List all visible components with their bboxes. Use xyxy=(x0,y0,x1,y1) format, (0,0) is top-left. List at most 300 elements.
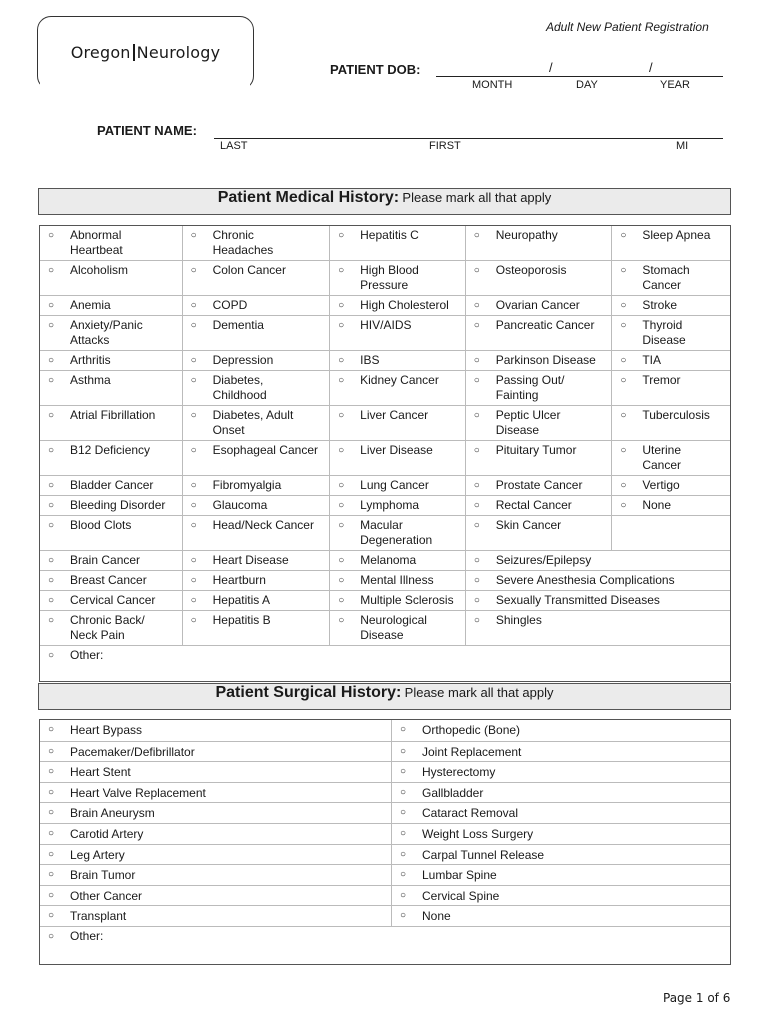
surgical-procedure-option[interactable] xyxy=(40,824,391,844)
medical-condition-option[interactable] xyxy=(182,406,330,440)
option-label: Stomach xyxy=(642,263,690,277)
surgical-procedure-option[interactable] xyxy=(391,762,730,782)
checkbox-circle-icon[interactable]: ○ xyxy=(620,320,627,331)
logo-text-right: Neurology xyxy=(136,43,221,62)
medical-condition-option[interactable] xyxy=(465,551,730,570)
checkbox-circle-icon[interactable]: ○ xyxy=(338,595,345,606)
checkbox-circle-icon[interactable]: ○ xyxy=(48,848,55,860)
checkbox-circle-icon[interactable]: ○ xyxy=(190,520,197,531)
checkbox-circle-icon[interactable]: ○ xyxy=(48,827,55,839)
option-label: Fibromyalgia xyxy=(212,478,282,492)
medical-condition-option[interactable] xyxy=(329,316,465,350)
option-label: Pressure xyxy=(360,278,409,292)
checkbox-circle-icon[interactable]: ○ xyxy=(48,766,55,778)
medical-condition-option[interactable] xyxy=(611,496,730,515)
medical-condition-option[interactable] xyxy=(40,351,182,370)
medical-other-row[interactable] xyxy=(40,645,730,681)
surgical-procedure-option[interactable] xyxy=(40,762,391,782)
medical-condition-option[interactable] xyxy=(465,496,612,515)
medical-condition-option[interactable] xyxy=(329,496,465,515)
medical-condition-option[interactable] xyxy=(329,406,465,440)
medical-condition-option[interactable] xyxy=(329,476,465,495)
option-label: Orthopedic (Bone) xyxy=(421,723,521,737)
checkbox-circle-icon[interactable]: ○ xyxy=(48,889,55,901)
checkbox-circle-icon[interactable]: ○ xyxy=(190,595,197,606)
checkbox-circle-icon[interactable]: ○ xyxy=(620,500,627,511)
surgical-procedure-option[interactable] xyxy=(391,720,730,741)
option-label: Liver Disease xyxy=(360,443,433,457)
checkbox-circle-icon[interactable]: ○ xyxy=(48,615,55,626)
checkbox-circle-icon[interactable]: ○ xyxy=(48,300,55,311)
surgical-procedure-option[interactable] xyxy=(391,886,730,906)
medical-condition-option[interactable] xyxy=(182,316,330,350)
name-last-label: LAST xyxy=(220,140,248,152)
checkbox-circle-icon[interactable]: ○ xyxy=(399,766,407,778)
checkbox-circle-icon[interactable]: ○ xyxy=(399,910,407,922)
medical-condition-option[interactable] xyxy=(611,351,730,370)
option-label: Other Cancer xyxy=(70,888,143,903)
option-label: Dementia xyxy=(212,318,264,332)
surgical-history-colon: : xyxy=(395,684,402,701)
checkbox-circle-icon[interactable]: ○ xyxy=(190,555,197,566)
medical-condition-option[interactable] xyxy=(40,551,182,570)
surgical-procedure-option[interactable] xyxy=(391,824,730,844)
option-label: Shingles xyxy=(495,613,542,627)
medical-condition-option[interactable] xyxy=(182,296,330,315)
medical-history-row xyxy=(40,350,730,370)
surgical-procedure-option[interactable] xyxy=(40,865,391,885)
medical-condition-option[interactable] xyxy=(465,406,612,440)
medical-condition-option[interactable] xyxy=(611,476,730,495)
checkbox-circle-icon[interactable]: ○ xyxy=(399,848,407,860)
option-label: Gallbladder xyxy=(421,785,484,800)
checkbox-circle-icon[interactable]: ○ xyxy=(48,650,55,661)
surgical-procedure-option[interactable] xyxy=(40,906,391,926)
checkbox-circle-icon[interactable]: ○ xyxy=(473,320,480,331)
checkbox-circle-icon[interactable]: ○ xyxy=(473,480,480,491)
checkbox-circle-icon[interactable]: ○ xyxy=(620,355,627,366)
medical-condition-option[interactable] xyxy=(611,406,730,440)
medical-condition-option[interactable] xyxy=(329,261,465,295)
checkbox-circle-icon[interactable]: ○ xyxy=(338,575,345,586)
option-label: Ovarian Cancer xyxy=(495,298,580,312)
option-label: Hepatitis C xyxy=(360,228,419,242)
medical-history-row xyxy=(40,515,730,550)
option-label: Heartburn xyxy=(212,573,266,587)
option-label: Disease xyxy=(360,628,404,642)
option-label: IBS xyxy=(360,353,380,367)
medical-history-row xyxy=(40,440,730,475)
checkbox-circle-icon[interactable]: ○ xyxy=(48,786,55,798)
checkbox-circle-icon[interactable]: ○ xyxy=(338,500,345,511)
checkbox-circle-icon[interactable]: ○ xyxy=(620,265,627,276)
surgical-procedure-option[interactable] xyxy=(40,803,391,823)
checkbox-circle-icon[interactable]: ○ xyxy=(190,410,197,421)
medical-condition-option[interactable] xyxy=(465,296,612,315)
checkbox-circle-icon[interactable]: ○ xyxy=(190,445,197,456)
option-label: Tuberculosis xyxy=(642,408,710,422)
checkbox-circle-icon[interactable]: ○ xyxy=(338,230,345,241)
checkbox-circle-icon[interactable]: ○ xyxy=(338,555,345,566)
checkbox-circle-icon[interactable]: ○ xyxy=(48,745,55,757)
medical-condition-option[interactable] xyxy=(465,226,612,260)
option-label: Severe Anesthesia Complications xyxy=(495,573,675,587)
medical-condition-option[interactable] xyxy=(329,441,465,475)
checkbox-circle-icon[interactable]: ○ xyxy=(473,300,480,311)
option-label: Brain Tumor xyxy=(70,868,136,883)
medical-condition-option[interactable] xyxy=(465,516,612,550)
option-label: Hysterectomy xyxy=(421,765,496,780)
medical-condition-option[interactable] xyxy=(329,571,465,590)
medical-history-table xyxy=(39,225,731,682)
medical-history-row xyxy=(40,570,730,590)
checkbox-circle-icon[interactable]: ○ xyxy=(190,500,197,511)
checkbox-circle-icon[interactable]: ○ xyxy=(338,445,345,456)
checkbox-circle-icon[interactable]: ○ xyxy=(190,300,197,311)
checkbox-circle-icon[interactable]: ○ xyxy=(48,807,55,819)
checkbox-circle-icon[interactable]: ○ xyxy=(620,375,627,386)
medical-condition-option[interactable] xyxy=(611,441,730,475)
medical-condition-option[interactable] xyxy=(40,516,182,550)
option-label: Cervical Spine xyxy=(421,888,500,903)
option-label: Bladder Cancer xyxy=(70,478,154,492)
option-label: Hepatitis A xyxy=(212,593,270,607)
surgical-procedure-option[interactable] xyxy=(40,886,391,906)
medical-condition-option[interactable] xyxy=(329,371,465,405)
logo xyxy=(37,16,254,90)
medical-condition-option[interactable] xyxy=(40,406,182,440)
option-label: Lumbar Spine xyxy=(421,868,497,883)
checkbox-circle-icon[interactable]: ○ xyxy=(48,595,55,606)
checkbox-circle-icon[interactable]: ○ xyxy=(48,375,55,386)
medical-condition-option[interactable] xyxy=(465,371,612,405)
medical-condition-option[interactable] xyxy=(465,571,730,590)
checkbox-circle-icon[interactable]: ○ xyxy=(48,480,55,491)
medical-history-row xyxy=(40,370,730,405)
checkbox-circle-icon[interactable]: ○ xyxy=(473,500,480,511)
medical-condition-option[interactable] xyxy=(611,296,730,315)
option-label: Pituitary Tumor xyxy=(495,443,577,457)
surgical-procedure-option[interactable] xyxy=(40,783,391,803)
checkbox-circle-icon[interactable]: ○ xyxy=(48,724,55,735)
dob-month-label: MONTH xyxy=(472,79,513,91)
medical-condition-option[interactable] xyxy=(329,591,465,610)
checkbox-circle-icon[interactable]: ○ xyxy=(473,230,480,241)
medical-other-option[interactable] xyxy=(40,646,730,665)
option-label: Depression xyxy=(212,353,274,367)
option-label: Disease xyxy=(495,423,540,437)
option-label: Anemia xyxy=(70,298,111,312)
medical-condition-option[interactable] xyxy=(182,261,330,295)
surgical-other-option[interactable] xyxy=(40,927,730,946)
medical-condition-option[interactable] xyxy=(182,516,330,550)
checkbox-circle-icon[interactable]: ○ xyxy=(48,355,55,366)
surgical-history-row xyxy=(40,761,730,782)
option-label: Uterine xyxy=(642,443,681,457)
medical-condition-option[interactable] xyxy=(182,371,330,405)
checkbox-circle-icon[interactable]: ○ xyxy=(190,355,197,366)
patient-name-label: PATIENT NAME: xyxy=(97,123,197,138)
medical-condition-option[interactable] xyxy=(465,476,612,495)
checkbox-circle-icon[interactable]: ○ xyxy=(473,555,480,566)
checkbox-circle-icon[interactable]: ○ xyxy=(338,355,345,366)
medical-condition-option[interactable] xyxy=(329,611,465,645)
checkbox-circle-icon[interactable]: ○ xyxy=(190,320,197,331)
option-label: Esophageal Cancer xyxy=(212,443,318,457)
checkbox-circle-icon[interactable]: ○ xyxy=(48,410,55,421)
option-label: Skin Cancer xyxy=(495,518,562,532)
checkbox-circle-icon[interactable]: ○ xyxy=(620,480,627,491)
surgical-history-row xyxy=(40,844,730,865)
checkbox-circle-icon[interactable]: ○ xyxy=(399,724,407,735)
surgical-procedure-option[interactable] xyxy=(391,906,730,926)
option-label: Brain Cancer xyxy=(70,553,141,567)
medical-condition-option[interactable] xyxy=(465,261,612,295)
checkbox-circle-icon[interactable]: ○ xyxy=(48,320,55,331)
medical-history-header xyxy=(38,188,731,215)
checkbox-circle-icon[interactable]: ○ xyxy=(620,445,627,456)
logo-text xyxy=(38,43,253,62)
medical-history-title: Patient Medical History xyxy=(217,189,394,206)
medical-condition-option[interactable] xyxy=(182,476,330,495)
option-label: Glaucoma xyxy=(212,498,268,512)
medical-condition-option[interactable] xyxy=(40,571,182,590)
option-label: Alcoholism xyxy=(70,263,129,277)
medical-condition-option[interactable] xyxy=(329,226,465,260)
checkbox-circle-icon[interactable]: ○ xyxy=(338,480,345,491)
other-label: Other: xyxy=(70,648,104,662)
option-label: Neuropathy xyxy=(495,228,558,242)
checkbox-circle-icon[interactable]: ○ xyxy=(473,375,480,386)
medical-condition-option[interactable] xyxy=(611,261,730,295)
medical-history-row xyxy=(40,610,730,645)
checkbox-circle-icon[interactable]: ○ xyxy=(620,230,627,241)
checkbox-circle-icon[interactable]: ○ xyxy=(190,480,197,491)
surgical-history-row xyxy=(40,905,730,926)
option-label: Weight Loss Surgery xyxy=(421,826,534,841)
checkbox-circle-icon[interactable]: ○ xyxy=(399,827,407,839)
medical-condition-option[interactable] xyxy=(40,591,182,610)
medical-condition-option[interactable] xyxy=(182,611,330,645)
option-label: Disease xyxy=(642,333,686,347)
checkbox-circle-icon[interactable]: ○ xyxy=(473,520,480,531)
logo-text-left: Oregon xyxy=(70,43,131,62)
option-label: Lymphoma xyxy=(360,498,420,512)
option-label: Sexually Transmitted Diseases xyxy=(495,593,660,607)
medical-condition-option[interactable] xyxy=(40,611,182,645)
dob-separator: / xyxy=(549,60,553,75)
medical-condition-option[interactable] xyxy=(182,496,330,515)
option-label: Cervical Cancer xyxy=(70,593,156,607)
checkbox-circle-icon[interactable]: ○ xyxy=(620,410,627,421)
option-label: Thyroid xyxy=(642,318,683,332)
medical-condition-option[interactable] xyxy=(182,226,330,260)
checkbox-circle-icon[interactable]: ○ xyxy=(48,520,55,531)
dob-label: PATIENT DOB: xyxy=(330,62,421,77)
option-label: Seizures/Epilepsy xyxy=(495,553,592,567)
medical-history-row xyxy=(40,405,730,440)
checkbox-circle-icon[interactable]: ○ xyxy=(473,265,480,276)
dob-day-label: DAY xyxy=(576,79,598,91)
checkbox-circle-icon[interactable]: ○ xyxy=(48,265,55,276)
checkbox-circle-icon[interactable]: ○ xyxy=(190,230,197,241)
medical-condition-option[interactable] xyxy=(40,476,182,495)
option-label: Parkinson Disease xyxy=(495,353,596,367)
option-label: Atrial Fibrillation xyxy=(70,408,156,422)
option-label: Rectal Cancer xyxy=(495,498,572,512)
medical-condition-option[interactable] xyxy=(40,261,182,295)
medical-condition-option[interactable] xyxy=(329,296,465,315)
option-label: Multiple Sclerosis xyxy=(360,593,454,607)
checkbox-circle-icon[interactable]: ○ xyxy=(473,615,480,626)
form-title: Adult New Patient Registration xyxy=(546,20,709,34)
dob-year-label: YEAR xyxy=(660,79,690,91)
option-label: Transplant xyxy=(70,909,127,924)
medical-condition-option[interactable] xyxy=(465,611,730,645)
medical-condition-option[interactable] xyxy=(465,316,612,350)
medical-condition-option[interactable] xyxy=(40,441,182,475)
surgical-history-subtitle: Please mark all that apply xyxy=(404,685,554,700)
checkbox-circle-icon[interactable]: ○ xyxy=(473,355,480,366)
option-label: Peptic Ulcer xyxy=(495,408,561,422)
surgical-history-row xyxy=(40,741,730,762)
checkbox-circle-icon[interactable]: ○ xyxy=(473,595,480,606)
medical-condition-option[interactable] xyxy=(40,226,182,260)
checkbox-circle-icon[interactable]: ○ xyxy=(473,575,480,586)
option-label: High Blood xyxy=(360,263,419,277)
medical-condition-option[interactable] xyxy=(182,351,330,370)
checkbox-circle-icon[interactable]: ○ xyxy=(399,745,407,757)
medical-history-row xyxy=(40,550,730,570)
surgical-procedure-option[interactable] xyxy=(391,783,730,803)
option-label: Cataract Removal xyxy=(421,806,519,821)
option-label: Lung Cancer xyxy=(360,478,429,492)
option-label: Onset xyxy=(212,423,245,437)
medical-condition-option[interactable] xyxy=(465,441,612,475)
option-label: Passing Out/ xyxy=(495,373,565,387)
checkbox-circle-icon[interactable]: ○ xyxy=(190,575,197,586)
option-label: Blood Clots xyxy=(70,518,132,532)
surgical-history-title: Patient Surgical History xyxy=(215,684,396,701)
medical-condition-option[interactable] xyxy=(182,571,330,590)
medical-condition-option[interactable] xyxy=(40,371,182,405)
checkbox-circle-icon[interactable]: ○ xyxy=(338,410,345,421)
medical-condition-option[interactable] xyxy=(611,226,730,260)
checkbox-circle-icon[interactable]: ○ xyxy=(48,910,55,922)
option-label: Hepatitis B xyxy=(212,613,271,627)
option-label: Carotid Artery xyxy=(70,826,144,841)
option-label: B12 Deficiency xyxy=(70,443,151,457)
option-label: COPD xyxy=(212,298,248,312)
option-label: Heart Stent xyxy=(70,765,131,780)
checkbox-circle-icon[interactable]: ○ xyxy=(473,410,480,421)
surgical-procedure-option[interactable] xyxy=(40,845,391,865)
medical-condition-option[interactable] xyxy=(40,316,182,350)
medical-condition-option[interactable] xyxy=(465,351,612,370)
patient-name-field[interactable] xyxy=(214,138,723,139)
checkbox-circle-icon[interactable]: ○ xyxy=(190,615,197,626)
medical-condition-option[interactable] xyxy=(465,591,730,610)
option-label: Brain Aneurysm xyxy=(70,806,155,821)
surgical-procedure-option[interactable] xyxy=(40,742,391,762)
option-label: Leg Artery xyxy=(70,847,125,862)
option-label: Anxiety/Panic xyxy=(70,318,143,332)
checkbox-circle-icon[interactable]: ○ xyxy=(48,230,55,241)
checkbox-circle-icon[interactable]: ○ xyxy=(338,615,345,626)
checkbox-circle-icon[interactable]: ○ xyxy=(399,786,407,798)
surgical-procedure-option[interactable] xyxy=(391,845,730,865)
logo-divider xyxy=(133,44,135,61)
checkbox-circle-icon[interactable]: ○ xyxy=(190,265,197,276)
medical-history-colon: : xyxy=(393,189,400,206)
dob-field[interactable] xyxy=(436,76,723,77)
medical-condition-option[interactable] xyxy=(329,351,465,370)
checkbox-circle-icon[interactable]: ○ xyxy=(48,930,55,942)
medical-condition-option[interactable] xyxy=(40,296,182,315)
option-label: Pancreatic Cancer xyxy=(495,318,595,332)
option-label: Mental Illness xyxy=(360,573,434,587)
option-label: Neck Pain xyxy=(70,628,125,642)
option-label: Head/Neck Cancer xyxy=(212,518,314,532)
medical-condition-option[interactable] xyxy=(40,496,182,515)
checkbox-circle-icon[interactable]: ○ xyxy=(399,807,407,819)
option-label: Carpal Tunnel Release xyxy=(421,847,545,862)
checkbox-circle-icon[interactable]: ○ xyxy=(338,300,345,311)
medical-condition-option[interactable] xyxy=(329,551,465,570)
checkbox-circle-icon[interactable]: ○ xyxy=(338,320,345,331)
surgical-procedure-option[interactable] xyxy=(391,803,730,823)
option-label: Vertigo xyxy=(642,478,680,492)
medical-condition-option[interactable] xyxy=(182,441,330,475)
medical-condition-option[interactable] xyxy=(182,551,330,570)
option-label: Heart Valve Replacement xyxy=(70,785,206,800)
surgical-procedure-option[interactable] xyxy=(391,865,730,885)
surgical-procedure-option[interactable] xyxy=(40,720,391,741)
option-label: Cancer xyxy=(642,458,681,472)
checkbox-circle-icon[interactable]: ○ xyxy=(338,375,345,386)
checkbox-circle-icon[interactable]: ○ xyxy=(48,869,55,881)
checkbox-circle-icon[interactable]: ○ xyxy=(48,445,55,456)
medical-condition-option[interactable] xyxy=(329,516,465,550)
checkbox-circle-icon[interactable]: ○ xyxy=(190,375,197,386)
checkbox-circle-icon[interactable]: ○ xyxy=(48,575,55,586)
option-label: Heart Bypass xyxy=(70,723,143,737)
option-label: Headaches xyxy=(212,243,274,257)
surgical-procedure-option[interactable] xyxy=(391,742,730,762)
medical-condition-option[interactable] xyxy=(611,371,730,405)
checkbox-circle-icon[interactable]: ○ xyxy=(338,265,345,276)
checkbox-circle-icon[interactable]: ○ xyxy=(399,889,407,901)
medical-condition-option[interactable] xyxy=(611,316,730,350)
option-label: Macular xyxy=(360,518,403,532)
surgical-history-table xyxy=(39,719,731,965)
surgical-other-row[interactable] xyxy=(40,926,730,964)
medical-condition-option[interactable] xyxy=(182,591,330,610)
medical-history-row xyxy=(40,315,730,350)
checkbox-circle-icon[interactable]: ○ xyxy=(48,555,55,566)
option-label: Attacks xyxy=(70,333,110,347)
option-label: Stroke xyxy=(642,298,677,312)
option-label: Degeneration xyxy=(360,533,433,547)
option-label: Fainting xyxy=(495,388,539,402)
checkbox-circle-icon[interactable]: ○ xyxy=(48,500,55,511)
checkbox-circle-icon[interactable]: ○ xyxy=(473,445,480,456)
page-number: Page 1 of 6 xyxy=(663,991,731,1005)
checkbox-circle-icon[interactable]: ○ xyxy=(620,300,627,311)
checkbox-circle-icon[interactable]: ○ xyxy=(399,869,407,881)
option-label: Pacemaker/Defibrillator xyxy=(70,744,195,759)
checkbox-circle-icon[interactable]: ○ xyxy=(338,520,345,531)
